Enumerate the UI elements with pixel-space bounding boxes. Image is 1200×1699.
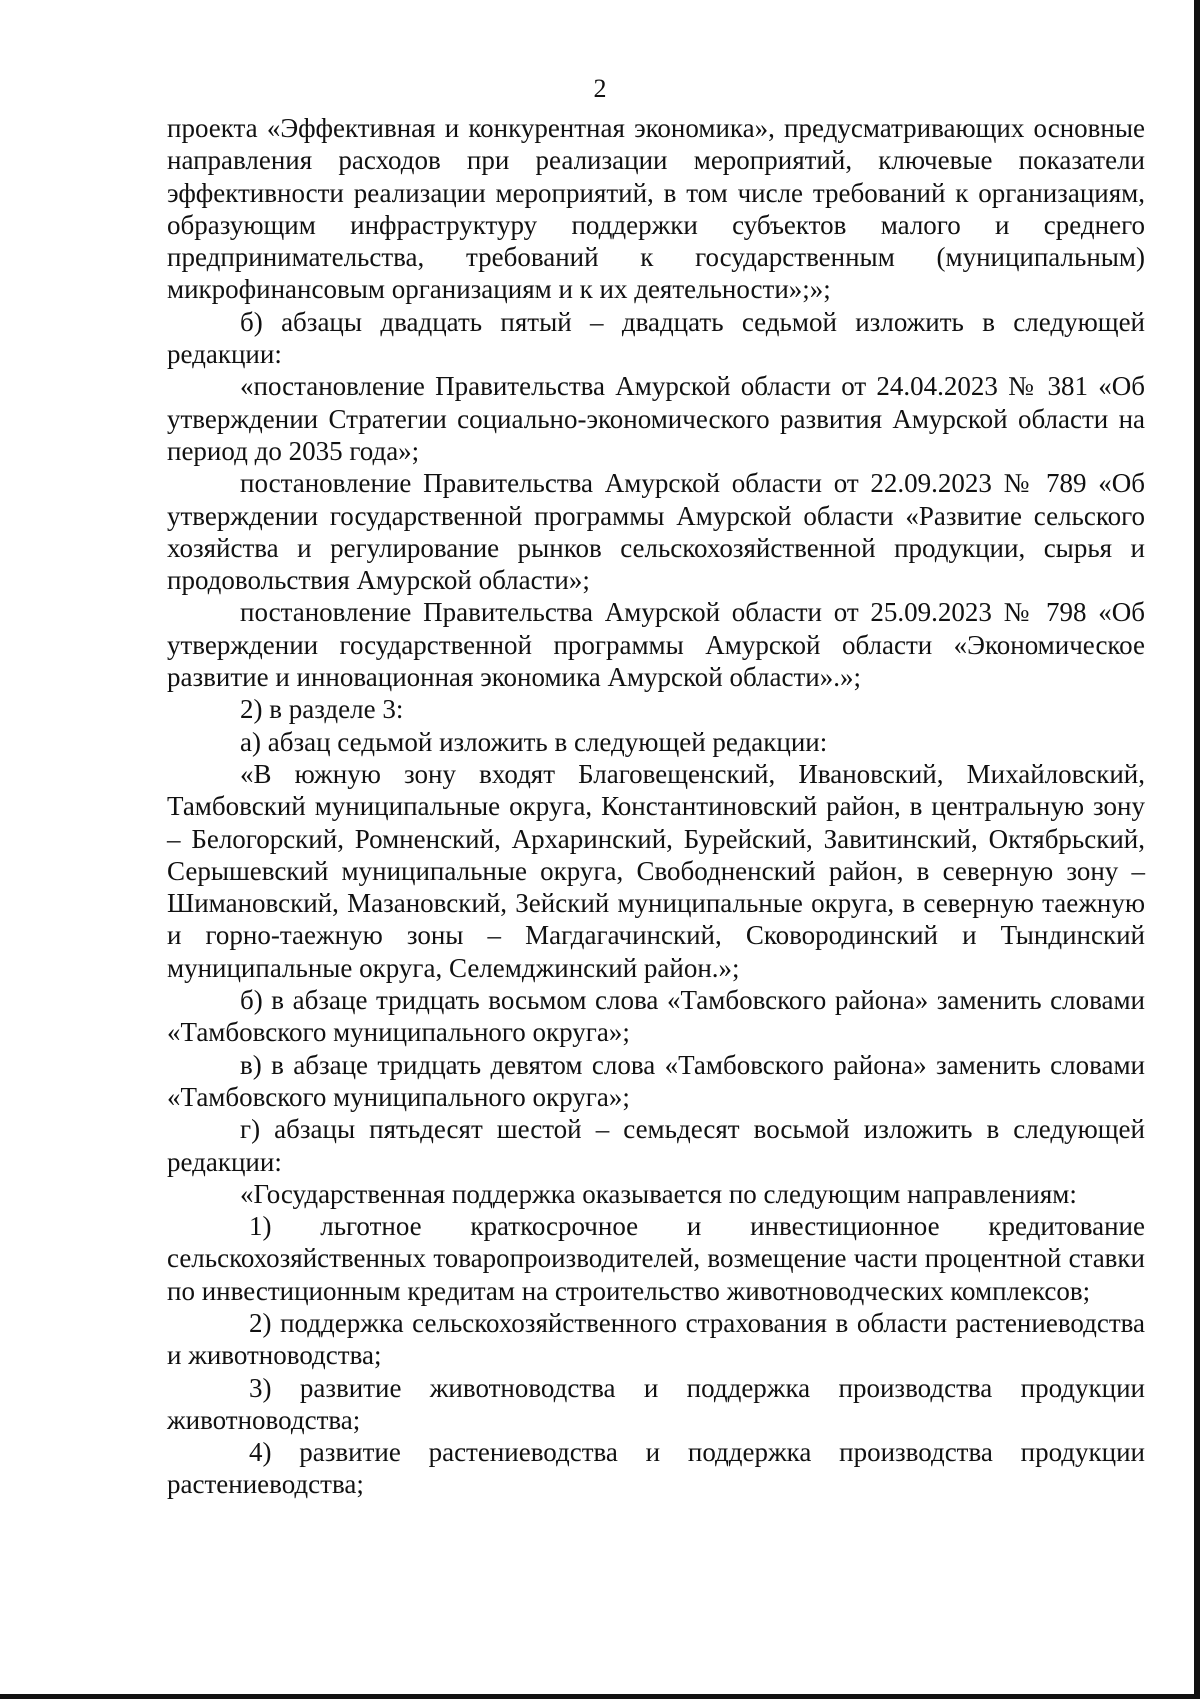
paragraph-item-b: б) абзацы двадцать пятый – двадцать седьмой изложить в следующей редакции:: [167, 306, 1145, 370]
list-item-1: 1) льготное краткосрочное и инвестиционное кредитование сельскохозяйственных товаропроизводителей, возмещение части процентной ставки по инвестиционным кредитам на строительство животноводческих комплексов;: [167, 1211, 1145, 1306]
paragraph-item-g: г) абзацы пятьдесят шестой – семьдесят восьмой изложить в следующей редакции:: [167, 1114, 1145, 1177]
paragraph-section-3: 2) в разделе 3:: [240, 694, 404, 725]
paragraph-resolution-798: постановление Правительства Амурской области от 25.09.2023 № 798 «Об утверждении государственной программы Амурской области «Экономическое развитие и инновационная экономика Амурской области».»;: [167, 597, 1145, 693]
paragraph-item-b-38: б) в абзаце тридцать восьмом слова «Тамбовского района» заменить словами «Тамбовского муниципального округа»;: [167, 985, 1145, 1048]
paragraph-zones: «В южную зону входят Благовещенский, Ивановский, Михайловский, Тамбовский муниципальные округа, Константиновский район, в центральную зону – Белогорский, Ромненский, Архаринский, Бурейский, Завитинский, Октябрьский, Серышевский муниципальные округа, Свободненский район, в северную зону – Шимановский, Мазановский, Зейский муниципальные округа, в северную таежную и горно-таежную зоны – Магдагачинский, Сковородинский и Тындинский муниципальные округа, Селемджинский район.»;: [167, 758, 1145, 983]
paragraph-item-a: а) абзац седьмой изложить в следующей редакции:: [240, 726, 828, 757]
paragraph-project-clause: проекта «Эффективная и конкурентная экономика», предусматривающих основные направления расходов при реализации мероприятий, ключевые показатели эффективности реализации мероприятий, в том числе требований к организациям, образующим инфраструктуру поддержки субъектов малого и среднего предпринимательства, требований к государственным (муниципальным) микрофинансовым организациям и к их деятельности»;»;: [167, 113, 1145, 305]
paragraph-state-support: «Государственная поддержка оказывается по следующим направлениям:: [240, 1178, 1077, 1209]
scan-edge-bottom: [0, 1694, 1200, 1699]
page-number: 2: [593, 74, 607, 103]
list-item-2: 2) поддержка сельскохозяйственного страхования в области растениеводства и животноводства;: [167, 1307, 1145, 1371]
list-item-3: 3) развитие животноводства и поддержка производства продукции животноводства;: [167, 1372, 1145, 1435]
scan-edge-right: [1194, 0, 1200, 1699]
list-item-4: 4) развитие растениеводства и поддержка производства продукции растениеводства;: [167, 1437, 1145, 1500]
paragraph-item-v-39: в) в абзаце тридцать девятом слова «Тамбовского района» заменить словами «Тамбовского муниципального округа»;: [167, 1049, 1145, 1112]
document-body: [167, 112, 1145, 1501]
paragraph-resolution-381: «постановление Правительства Амурской области от 24.04.2023 № 381 «Об утверждении Стратегии социально-экономического развития Амурской области на период до 2035 года»;: [167, 371, 1145, 466]
paragraph-resolution-789: постановление Правительства Амурской области от 22.09.2023 № 789 «Об утверждении государственной программы Амурской области «Развитие сельского хозяйства и регулирование рынков сельскохозяйственной продукции, сырья и продовольствия Амурской области»;: [167, 468, 1145, 596]
